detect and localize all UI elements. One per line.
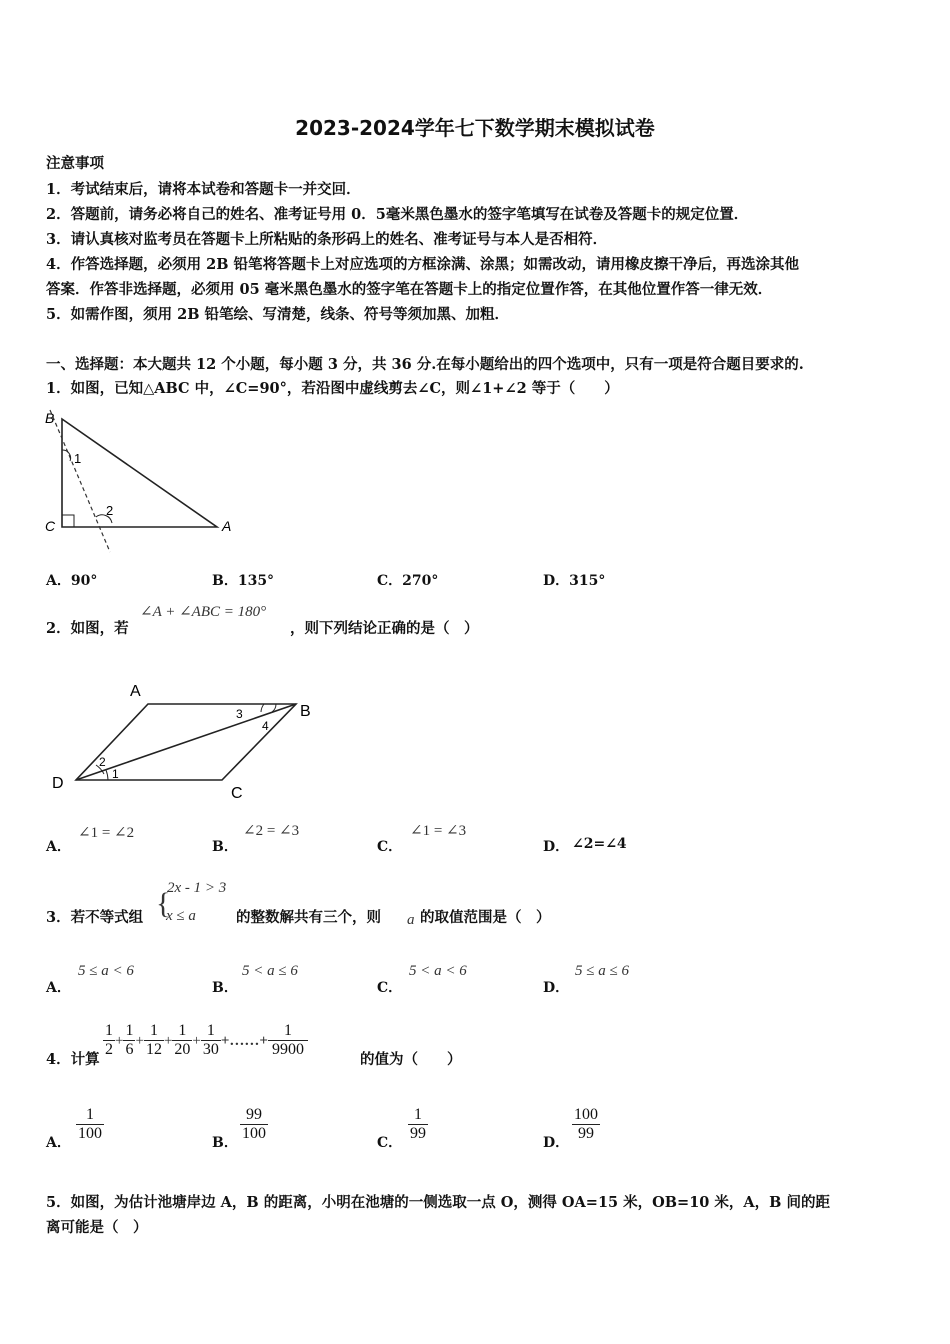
angle-label-1: 1 bbox=[74, 451, 82, 466]
question-2-condition: ∠A + ∠ABC = 180° bbox=[140, 604, 267, 620]
angle-label-1: 1 bbox=[112, 767, 119, 781]
option-b-letter[interactable]: B． bbox=[212, 1135, 238, 1151]
option-b-letter[interactable]: B． bbox=[212, 980, 238, 996]
option-c-letter[interactable]: C． bbox=[377, 1135, 403, 1151]
system-line-2: x ≤ a bbox=[166, 908, 196, 924]
option-c-math: 5 < a < 6 bbox=[409, 963, 467, 979]
option-b-fraction: $\frac{99}{100}$ bbox=[242, 1106, 266, 1142]
question-5-line-1: 5．如图，为估计池塘岸边 A，B 的距离，小明在池塘的一侧选取一点 O，测得 OA=15 米，OB=10 米，A，B 间的距 bbox=[46, 1194, 830, 1211]
fraction: $\frac{1}{12}$ bbox=[145, 1022, 162, 1058]
notice-item: 答案．作答非选择题，必须用 05 毫米黑色墨水的签字笔在答题卡上的指定位置作答，在其他位置作答一律无效． bbox=[46, 281, 773, 298]
option-b[interactable]: B．135° bbox=[212, 573, 275, 589]
question-2-suffix: ，则下列结论正确的是（ ） bbox=[290, 620, 479, 637]
section-heading: 一、选择题：本大题共 12 个小题，每小题 3 分，共 36 分.在每小题给出的四个选项中，只有一项是符合题目要求的. bbox=[46, 356, 804, 373]
notice-item: 2．答题前，请务必将自己的姓名、准考证号用 0．5毫米黑色墨水的签字笔填写在试卷及答题卡的规定位置． bbox=[46, 206, 749, 223]
option-b-math: ∠2 = ∠3 bbox=[243, 823, 300, 839]
option-a-letter[interactable]: A． bbox=[46, 1135, 71, 1151]
question-3-prefix: 3．若不等式组 bbox=[46, 909, 144, 926]
question-5-line-2: 离可能是（ ） bbox=[46, 1219, 148, 1236]
vertex-label-a: A bbox=[222, 518, 232, 534]
question-3-middle: 的整数解共有三个，则 bbox=[236, 909, 381, 926]
series-expression: $\frac{1}{2}$ + $\frac{1}{6}$ + $\frac{1}{12}$ + $\frac{1}{20}$ + $\frac{1}{30}$ +……+ $\frac{1}{9900}$ bbox=[103, 1022, 308, 1059]
triangle-figure bbox=[40, 405, 250, 557]
angle-label-3: 3 bbox=[236, 707, 243, 721]
fraction: $\frac{1}{20}$ bbox=[174, 1022, 191, 1058]
fraction: $\frac{1}{30}$ bbox=[202, 1022, 219, 1058]
option-a-math: 5 ≤ a < 6 bbox=[78, 963, 134, 979]
option-c-fraction: $\frac{1}{99}$ bbox=[410, 1106, 426, 1142]
vertex-label-b: B bbox=[45, 410, 55, 426]
option-c-letter[interactable]: C． bbox=[377, 839, 403, 855]
option-d-letter[interactable]: D． bbox=[543, 980, 570, 996]
vertex-label-d: D bbox=[52, 775, 64, 792]
angle-label-2: 2 bbox=[99, 755, 106, 769]
option-c-math: ∠1 = ∠3 bbox=[410, 823, 467, 839]
option-b-letter[interactable]: B． bbox=[212, 839, 238, 855]
fraction: $\frac{1}{2}$ bbox=[105, 1022, 113, 1058]
option-a-fraction: $\frac{1}{100}$ bbox=[78, 1106, 102, 1142]
angle-label-4: 4 bbox=[262, 719, 269, 733]
parallelogram-figure bbox=[46, 676, 326, 806]
fraction: $\frac{1}{9900}$ bbox=[268, 1022, 308, 1059]
notice-item: 3．请认真核对监考员在答题卡上所粘贴的条形码上的姓名、准考证号与本人是否相符． bbox=[46, 231, 608, 248]
option-a-letter[interactable]: A． bbox=[46, 839, 71, 855]
vertex-label-b: B bbox=[300, 703, 311, 720]
notice-heading: 注意事项 bbox=[46, 155, 104, 172]
option-d-letter[interactable]: D． bbox=[543, 1135, 570, 1151]
variable-a: a bbox=[407, 912, 415, 928]
option-c-letter[interactable]: C． bbox=[377, 980, 403, 996]
option-d-math: ∠2=∠4 bbox=[572, 836, 627, 852]
option-d-fraction: $\frac{100}{99}$ bbox=[574, 1106, 598, 1142]
option-c[interactable]: C．270° bbox=[377, 573, 439, 589]
notice-item: 4．作答选择题，必须用 2B 铅笔将答题卡上对应选项的方框涂满、涂黑；如需改动，请用橡皮擦干净后，再选涂其他 bbox=[46, 256, 800, 273]
option-d[interactable]: D．315° bbox=[543, 573, 606, 589]
vertex-label-c: C bbox=[231, 785, 243, 802]
question-4-prefix: 4．计算 bbox=[46, 1051, 100, 1068]
notice-item: 1．考试结束后，请将本试卷和答题卡一并交回． bbox=[46, 181, 361, 198]
system-line-1: 2x - 1 > 3 bbox=[167, 880, 227, 896]
vertex-label-c: C bbox=[45, 518, 56, 534]
option-d-math: 5 ≤ a ≤ 6 bbox=[575, 963, 629, 979]
option-a[interactable]: A．90° bbox=[46, 573, 98, 589]
option-d-letter[interactable]: D． bbox=[543, 839, 570, 855]
angle-label-2: 2 bbox=[106, 503, 114, 518]
question-1-text: 1．如图，已知△ABC 中，∠C=90°，若沿图中虚线剪去∠C，则∠1+∠2 等于（ ） bbox=[46, 380, 619, 397]
question-2-prefix: 2．如图，若 bbox=[46, 620, 129, 637]
fraction: $\frac{1}{6}$ bbox=[125, 1022, 134, 1058]
question-3-suffix: 的取值范围是（ ） bbox=[420, 909, 551, 926]
option-a-letter[interactable]: A． bbox=[46, 980, 71, 996]
option-b-math: 5 < a ≤ 6 bbox=[242, 963, 298, 979]
question-4-suffix: 的值为（ ） bbox=[360, 1051, 462, 1068]
vertex-label-a: A bbox=[130, 683, 141, 700]
page-title: 2023-2024学年七下数学期末模拟试卷 bbox=[295, 116, 655, 140]
notice-item: 5．如需作图，须用 2B 铅笔绘、写清楚，线条、符号等须加黑、加粗． bbox=[46, 306, 510, 323]
brace-icon: { bbox=[156, 887, 171, 920]
option-a-math: ∠1 = ∠2 bbox=[78, 825, 135, 841]
